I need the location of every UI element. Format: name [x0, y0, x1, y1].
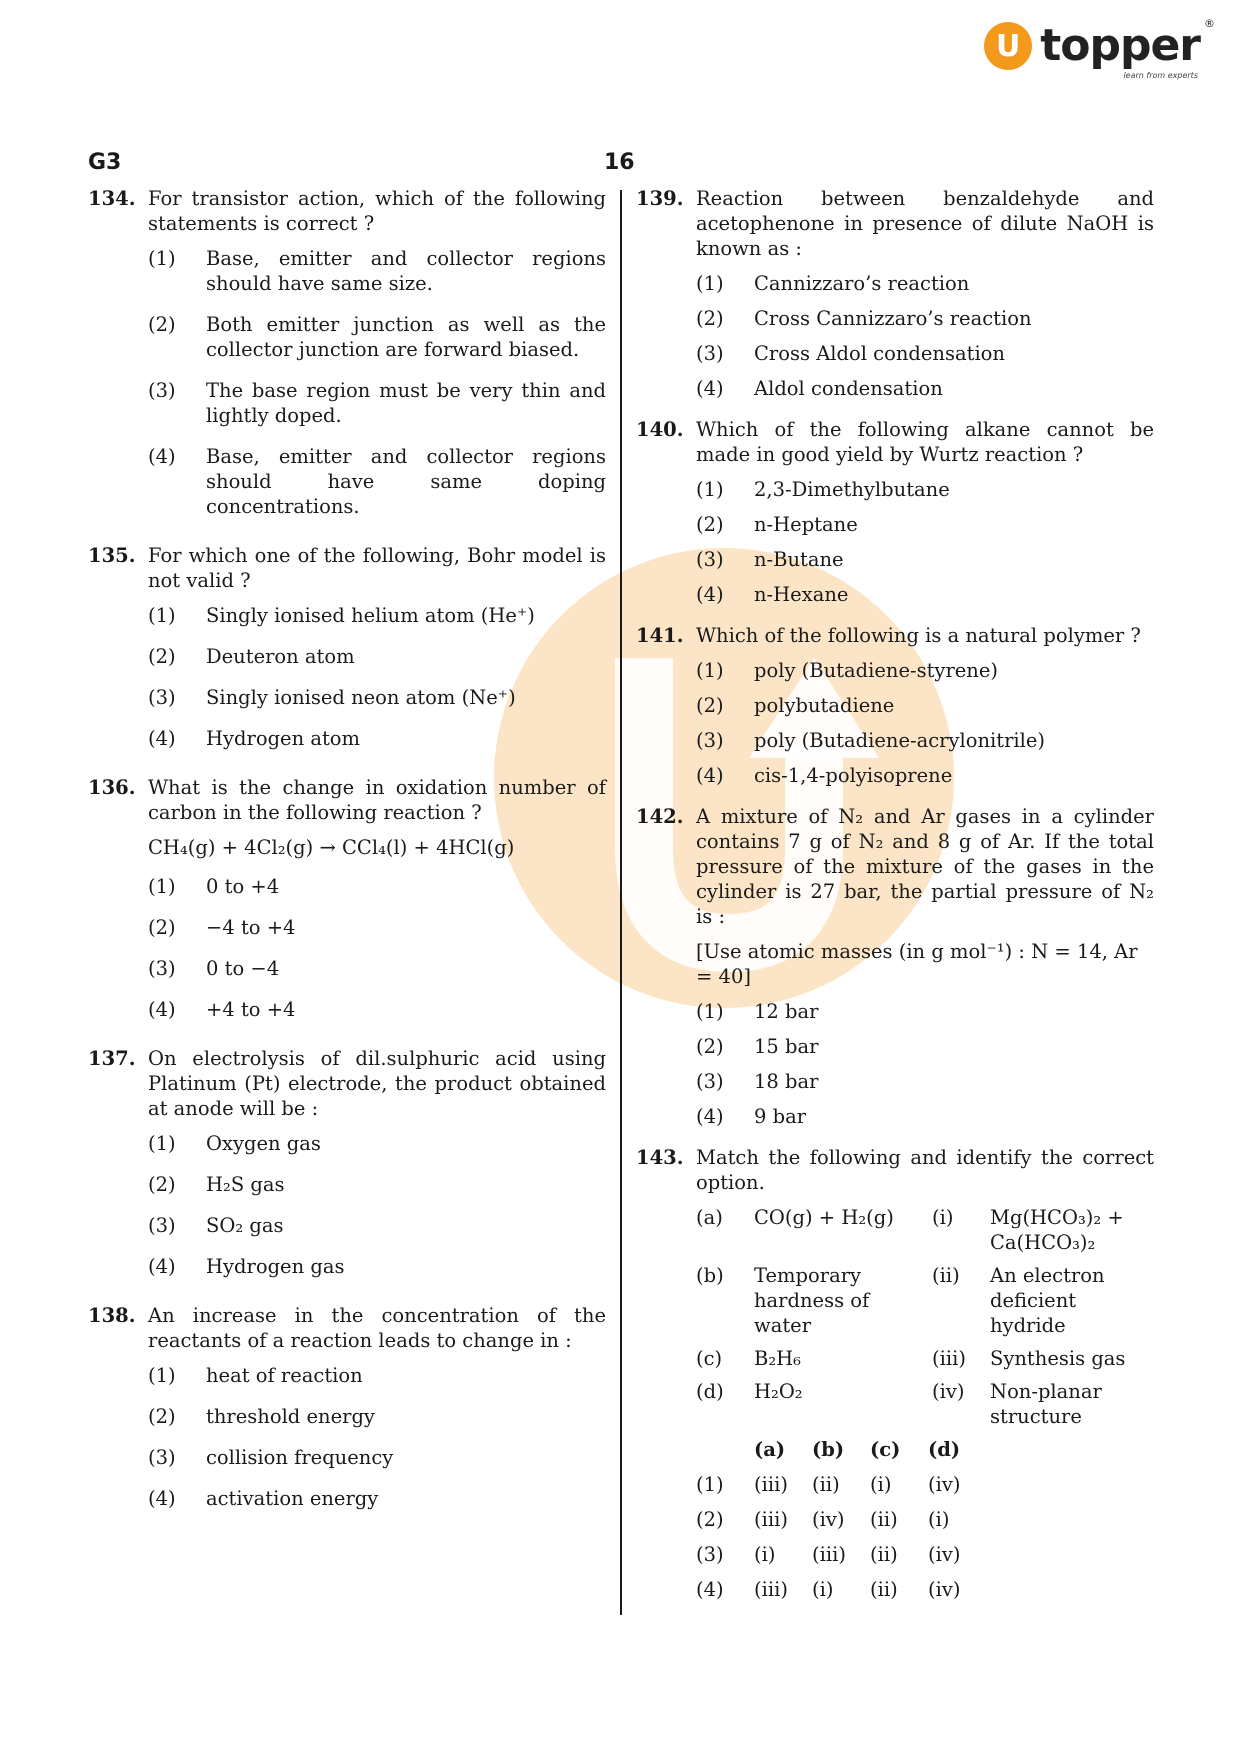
option-1[interactable]: [148, 1131, 606, 1156]
match-right: Non-planar structure: [990, 1380, 1102, 1428]
question-text: An increase in the concentration of the reactants of a reaction leads to change in :: [148, 1304, 606, 1352]
question-138: [88, 1303, 606, 1511]
question-number: 136.: [88, 776, 136, 799]
option-1[interactable]: [696, 658, 1154, 683]
answer-cell: (i): [870, 1473, 892, 1496]
answer-cell: (ii): [812, 1473, 840, 1496]
option-number: (1): [696, 1000, 724, 1023]
option-text: heat of reaction: [206, 1364, 363, 1387]
option-text: The base region must be very thin and lightly doped.: [206, 379, 606, 427]
right-questions: [636, 186, 1154, 1129]
option-text: +4 to +4: [206, 998, 296, 1021]
option-text: Cannizzaro’s reaction: [754, 272, 970, 295]
match-left: Temporary hardness of water: [754, 1264, 870, 1337]
match-key: (b): [696, 1264, 724, 1287]
option-2[interactable]: [696, 512, 1154, 537]
option-number: (1): [148, 604, 176, 627]
question-135: [88, 543, 606, 751]
option-number: (2): [148, 313, 176, 336]
question-141: [636, 623, 1154, 788]
option-text: SO₂ gas: [206, 1214, 284, 1237]
question-143: [636, 1145, 1154, 1602]
answer-option-4[interactable]: [696, 1577, 1154, 1602]
question-text: For transistor action, which of the following statements is correct ?: [148, 187, 606, 235]
match-key: (d): [696, 1380, 724, 1403]
option-text: poly (Butadiene-styrene): [754, 659, 999, 682]
option-4[interactable]: [696, 1104, 1154, 1129]
question-text: What is the change in oxidation number of carbon in the following reaction ?: [148, 776, 606, 824]
brand-logo: [984, 17, 1214, 80]
answer-options: [696, 1472, 1154, 1602]
option-number: (3): [148, 1446, 176, 1469]
option-text: collision frequency: [206, 1446, 394, 1469]
option-number: (4): [696, 1105, 724, 1128]
option-3[interactable]: [696, 341, 1154, 366]
question-number: 135.: [88, 544, 136, 567]
option-number: (1): [696, 659, 724, 682]
answer-option-1[interactable]: [696, 1472, 1154, 1497]
option-3[interactable]: [148, 378, 606, 428]
option-number: (2): [148, 1173, 176, 1196]
option-text: n-Butane: [754, 548, 844, 571]
left-column: [88, 186, 606, 1535]
option-number: (3): [696, 1070, 724, 1093]
match-roman: (ii): [932, 1264, 960, 1287]
option-4[interactable]: [148, 444, 606, 519]
page-number: 16: [604, 150, 635, 175]
match-right: Mg(HCO₃)₂ + Ca(HCO₃)₂: [990, 1206, 1124, 1254]
option-number: (2): [696, 694, 724, 717]
option-1[interactable]: [148, 874, 606, 899]
option-text: Base, emitter and collector regions should have same size.: [206, 247, 606, 295]
option-text: 12 bar: [754, 1000, 819, 1023]
match-right: Synthesis gas: [990, 1347, 1126, 1370]
option-number: (4): [148, 998, 176, 1021]
option-number: (2): [148, 645, 176, 668]
paper-code: G3: [88, 150, 122, 175]
option-number: (2): [696, 513, 724, 536]
option-number: (1): [148, 1132, 176, 1155]
question-text: Which of the following alkane cannot be made in good yield by Wurtz reaction ?: [696, 418, 1154, 466]
option-number: (1): [148, 247, 176, 270]
logo-name: topper: [1040, 20, 1200, 71]
answer-cell: (ii): [870, 1508, 898, 1531]
option-text: Hydrogen atom: [206, 727, 361, 750]
option-4[interactable]: [148, 997, 606, 1022]
option-3[interactable]: [696, 547, 1154, 572]
option-number: (4): [148, 445, 176, 468]
column-divider: [620, 190, 622, 1615]
question-number: 142.: [636, 805, 684, 828]
option-text: Singly ionised neon atom (Ne⁺): [206, 686, 516, 709]
option-text: 9 bar: [754, 1105, 807, 1128]
option-2[interactable]: [696, 693, 1154, 718]
right-column: [636, 186, 1154, 1618]
option-2[interactable]: [148, 915, 606, 940]
answer-option-number: (3): [696, 1543, 724, 1566]
option-3[interactable]: [148, 956, 606, 981]
answer-cell: (ii): [870, 1543, 898, 1566]
option-1[interactable]: [148, 603, 606, 628]
question-139: [636, 186, 1154, 401]
answer-cell: (iii): [812, 1543, 846, 1566]
question-number: 139.: [636, 187, 684, 210]
match-roman: (iv): [932, 1380, 965, 1403]
match-key: (a): [696, 1206, 723, 1229]
question-number: 141.: [636, 624, 684, 647]
logo-tagline: learn from experts: [1123, 71, 1198, 80]
option-2[interactable]: [696, 306, 1154, 331]
answer-cell: (i): [928, 1508, 950, 1531]
question-text: Which of the following is a natural polymer ?: [696, 624, 1141, 647]
option-number: (3): [148, 686, 176, 709]
reaction-equation: CH₄(g) + 4Cl₂(g) → CCl₄(l) + 4HCl(g): [148, 836, 515, 859]
answer-header-row: [696, 1437, 1154, 1462]
option-text: polybutadiene: [754, 694, 895, 717]
answer-cell: (iv): [928, 1473, 961, 1496]
option-text: Cross Cannizzaro’s reaction: [754, 307, 1032, 330]
option-3[interactable]: [148, 685, 606, 710]
logo-wordmark: [1040, 17, 1214, 80]
option-text: cis-1,4-polyisoprene: [754, 764, 953, 787]
question-number: 137.: [88, 1047, 136, 1070]
option-3[interactable]: [148, 1445, 606, 1470]
option-1[interactable]: [696, 477, 1154, 502]
option-text: activation energy: [206, 1487, 379, 1510]
option-number: (3): [696, 548, 724, 571]
option-4[interactable]: [148, 726, 606, 751]
question-number: 143.: [636, 1146, 684, 1169]
option-text: 15 bar: [754, 1035, 819, 1058]
answer-head-b: (b): [812, 1438, 845, 1461]
question-text: For which one of the following, Bohr model is not valid ?: [148, 544, 606, 592]
question-number: 134.: [88, 187, 136, 210]
option-text: H₂S gas: [206, 1173, 285, 1196]
option-text: −4 to +4: [206, 916, 296, 939]
option-3[interactable]: [696, 1069, 1154, 1094]
option-number: (3): [696, 729, 724, 752]
option-number: (1): [696, 478, 724, 501]
match-roman: (iii): [932, 1347, 966, 1370]
answer-option-number: (2): [696, 1508, 724, 1531]
option-number: (4): [696, 764, 724, 787]
option-number: (1): [148, 875, 176, 898]
question-text: Match the following and identify the correct option.: [696, 1146, 1154, 1194]
match-row: [696, 1205, 1154, 1255]
answer-cell: (iv): [812, 1508, 845, 1531]
option-number: (3): [148, 1214, 176, 1237]
option-text: Oxygen gas: [206, 1132, 321, 1155]
option-4[interactable]: [696, 582, 1154, 607]
answer-cell: (i): [754, 1543, 776, 1566]
question-number: 138.: [88, 1304, 136, 1327]
logo-registered-mark: ®: [1204, 17, 1214, 30]
option-1[interactable]: [148, 1363, 606, 1388]
option-text: Hydrogen gas: [206, 1255, 345, 1278]
question-text: On electrolysis of dil.sulphuric acid using Platinum (Pt) electrode, the product obtained at anode will be :: [148, 1047, 606, 1120]
option-number: (4): [696, 583, 724, 606]
question-number: 140.: [636, 418, 684, 441]
answer-option-2[interactable]: [696, 1507, 1154, 1532]
answer-cell: (i): [812, 1578, 834, 1601]
option-text: Aldol condensation: [754, 377, 943, 400]
option-number: (1): [148, 1364, 176, 1387]
option-number: (4): [148, 727, 176, 750]
match-left: CO(g) + H₂(g): [754, 1206, 894, 1229]
match-key: (c): [696, 1347, 723, 1370]
option-number: (3): [148, 957, 176, 980]
option-text: 0 to −4: [206, 957, 280, 980]
option-text: 2,3-Dimethylbutane: [754, 478, 950, 501]
question-text: A mixture of N₂ and Ar gases in a cylinder contains 7 g of N₂ and 8 g of Ar. If the total pressure of the mixture of the gases in the cylinder is 27 bar, the partial pressure of N₂ is :: [696, 805, 1154, 928]
match-row: [696, 1263, 1154, 1338]
match-row: [696, 1346, 1154, 1371]
option-number: (2): [696, 1035, 724, 1058]
option-text: Cross Aldol condensation: [754, 342, 1005, 365]
question-note: [Use atomic masses (in g mol⁻¹) : N = 14, Ar = 40]: [696, 940, 1138, 988]
option-number: (2): [148, 1405, 176, 1428]
option-number: (4): [148, 1487, 176, 1510]
option-text: threshold energy: [206, 1405, 375, 1428]
match-left: B₂H₆: [754, 1347, 801, 1370]
option-number: (3): [148, 379, 176, 402]
answer-cell: (ii): [870, 1578, 898, 1601]
option-number: (2): [148, 916, 176, 939]
question-134: [88, 186, 606, 519]
option-1[interactable]: [696, 999, 1154, 1024]
option-text: 18 bar: [754, 1070, 819, 1093]
option-3[interactable]: [696, 728, 1154, 753]
answer-cell: (iii): [754, 1508, 788, 1531]
option-4[interactable]: [148, 1254, 606, 1279]
answer-option-number: (4): [696, 1578, 724, 1601]
question-140: [636, 417, 1154, 607]
option-text: n-Heptane: [754, 513, 858, 536]
match-roman: (i): [932, 1206, 954, 1229]
option-4[interactable]: [696, 376, 1154, 401]
logo-u-icon: U: [984, 22, 1032, 70]
match-left: H₂O₂: [754, 1380, 803, 1403]
answer-cell: (iii): [754, 1473, 788, 1496]
option-4[interactable]: [696, 763, 1154, 788]
option-text: Both emitter junction as well as the collector junction are forward biased.: [206, 313, 606, 361]
option-1[interactable]: [148, 246, 606, 296]
match-table: [696, 1205, 1154, 1429]
option-3[interactable]: [148, 1213, 606, 1238]
option-text: 0 to +4: [206, 875, 280, 898]
option-2[interactable]: [148, 1172, 606, 1197]
option-text: Deuteron atom: [206, 645, 355, 668]
option-text: poly (Butadiene-acrylonitrile): [754, 729, 1046, 752]
match-right: An electron deficient hydride: [990, 1264, 1105, 1337]
answer-option-number: (1): [696, 1473, 724, 1496]
option-text: Singly ionised helium atom (He⁺): [206, 604, 535, 627]
option-number: (4): [696, 377, 724, 400]
option-number: (1): [696, 272, 724, 295]
answer-cell: (iv): [928, 1578, 961, 1601]
question-142: [636, 804, 1154, 1129]
option-2[interactable]: [148, 312, 606, 362]
answer-cell: (iv): [928, 1543, 961, 1566]
option-4[interactable]: [148, 1486, 606, 1511]
option-text: Base, emitter and collector regions should have same doping concentrations.: [206, 445, 606, 518]
answer-head-c: (c): [870, 1438, 901, 1461]
question-137: [88, 1046, 606, 1279]
answer-head-a: (a): [754, 1438, 786, 1461]
question-text: Reaction between benzaldehyde and acetophenone in presence of dilute NaOH is known as :: [696, 187, 1154, 260]
option-number: (2): [696, 307, 724, 330]
option-number: (3): [696, 342, 724, 365]
option-2[interactable]: [148, 1404, 606, 1429]
option-2[interactable]: [148, 644, 606, 669]
answer-head-d: (d): [928, 1438, 961, 1461]
question-136: [88, 775, 606, 1022]
option-2[interactable]: [696, 1034, 1154, 1059]
option-text: n-Hexane: [754, 583, 849, 606]
answer-cell: (iii): [754, 1578, 788, 1601]
option-1[interactable]: [696, 271, 1154, 296]
option-number: (4): [148, 1255, 176, 1278]
match-row: [696, 1379, 1154, 1429]
answer-option-3[interactable]: [696, 1542, 1154, 1567]
